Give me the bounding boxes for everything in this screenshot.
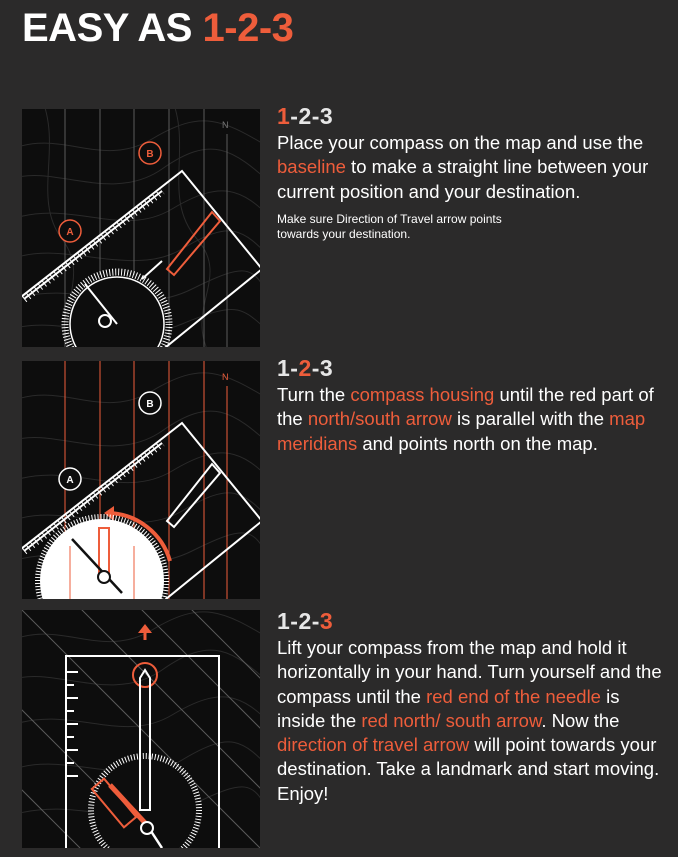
page-title [22,4,293,52]
step-2-highlight-north-south-arrow: north/south arrow [307,408,452,430]
step-3-text [277,636,667,806]
step-2-text-part: is parallel with the [451,408,610,430]
step-2-text-part: until the red part of the [277,384,654,430]
needle-pivot [99,315,111,327]
step-2-number-prefix: 1- [277,355,299,381]
step-3-text-part: will point towards your destination. Take a landmark and start moving. Enjoy! [277,734,660,804]
step-3-highlight-needle: red end of the needle [426,685,601,707]
step-2-diagram [22,361,260,599]
step-1-highlight-baseline: baseline [277,156,346,178]
step-2 [277,355,667,456]
step-1-number [277,103,667,129]
north-label: N [222,120,229,130]
step-2-illustration [22,361,260,599]
step-1 [277,103,667,242]
step-3-number [277,608,667,634]
step-1-text-part: Place your compass on the map and use the [277,132,644,153]
step-3-highlight-direction-of-travel: direction of travel arrow [277,734,470,756]
title-prefix: EASY AS [22,6,203,50]
step-3-text-part: . Now the [541,709,620,731]
step-2-number [277,355,667,381]
step-2-text [277,383,667,456]
step-1-note: Make sure Direction of Travel arrow points towards your destination. [277,211,502,241]
step-3 [277,608,667,806]
step-1-text [277,131,667,204]
needle-pivot [98,571,110,583]
step-1-number-rest: -2-3 [290,103,334,129]
step-1-number-active: 1 [277,103,291,129]
step-2-number-suffix: -3 [311,355,334,381]
step-1-illustration [22,109,260,347]
direction-of-travel-arrow [167,212,220,275]
travel-direction-arrow-icon [138,624,152,633]
point-a-label: A [66,475,74,486]
point-b-label: B [146,149,154,160]
compass-housing-ring [65,272,169,347]
title-accent: 1-2-3 [202,6,294,50]
step-1-text-part: to make a straight line between your current position and your destination. [277,156,649,202]
north-label: N [222,372,229,382]
step-3-number-prefix: 1-2- [277,608,320,634]
step-3-diagram [22,610,260,848]
rotation-arrow-head [104,506,114,521]
step-3-text-part: is inside the [277,685,620,731]
point-b-label: B [146,399,154,410]
step-3-text-part: Lift your compass from the map and hold it horizontally in your hand. Turn yourself and the compass until the [277,637,662,707]
point-a-label: A [66,227,74,238]
step-2-text-part: and points north on the map. [357,432,598,454]
step-3-illustration [22,610,260,848]
step-2-highlight-compass-housing: compass housing [350,384,495,405]
step-2-highlight-map-meridians: map meridians [277,408,646,454]
step-2-text-part: Turn the [277,384,351,405]
step-3-highlight-north-south-arrow: red north/ south arrow [361,709,542,731]
needle-pivot [141,822,153,834]
compass-arrow-line [142,261,162,279]
step-1-diagram [22,109,260,347]
step-2-number-active: 2 [298,355,312,381]
step-3-number-active: 3 [319,608,334,634]
